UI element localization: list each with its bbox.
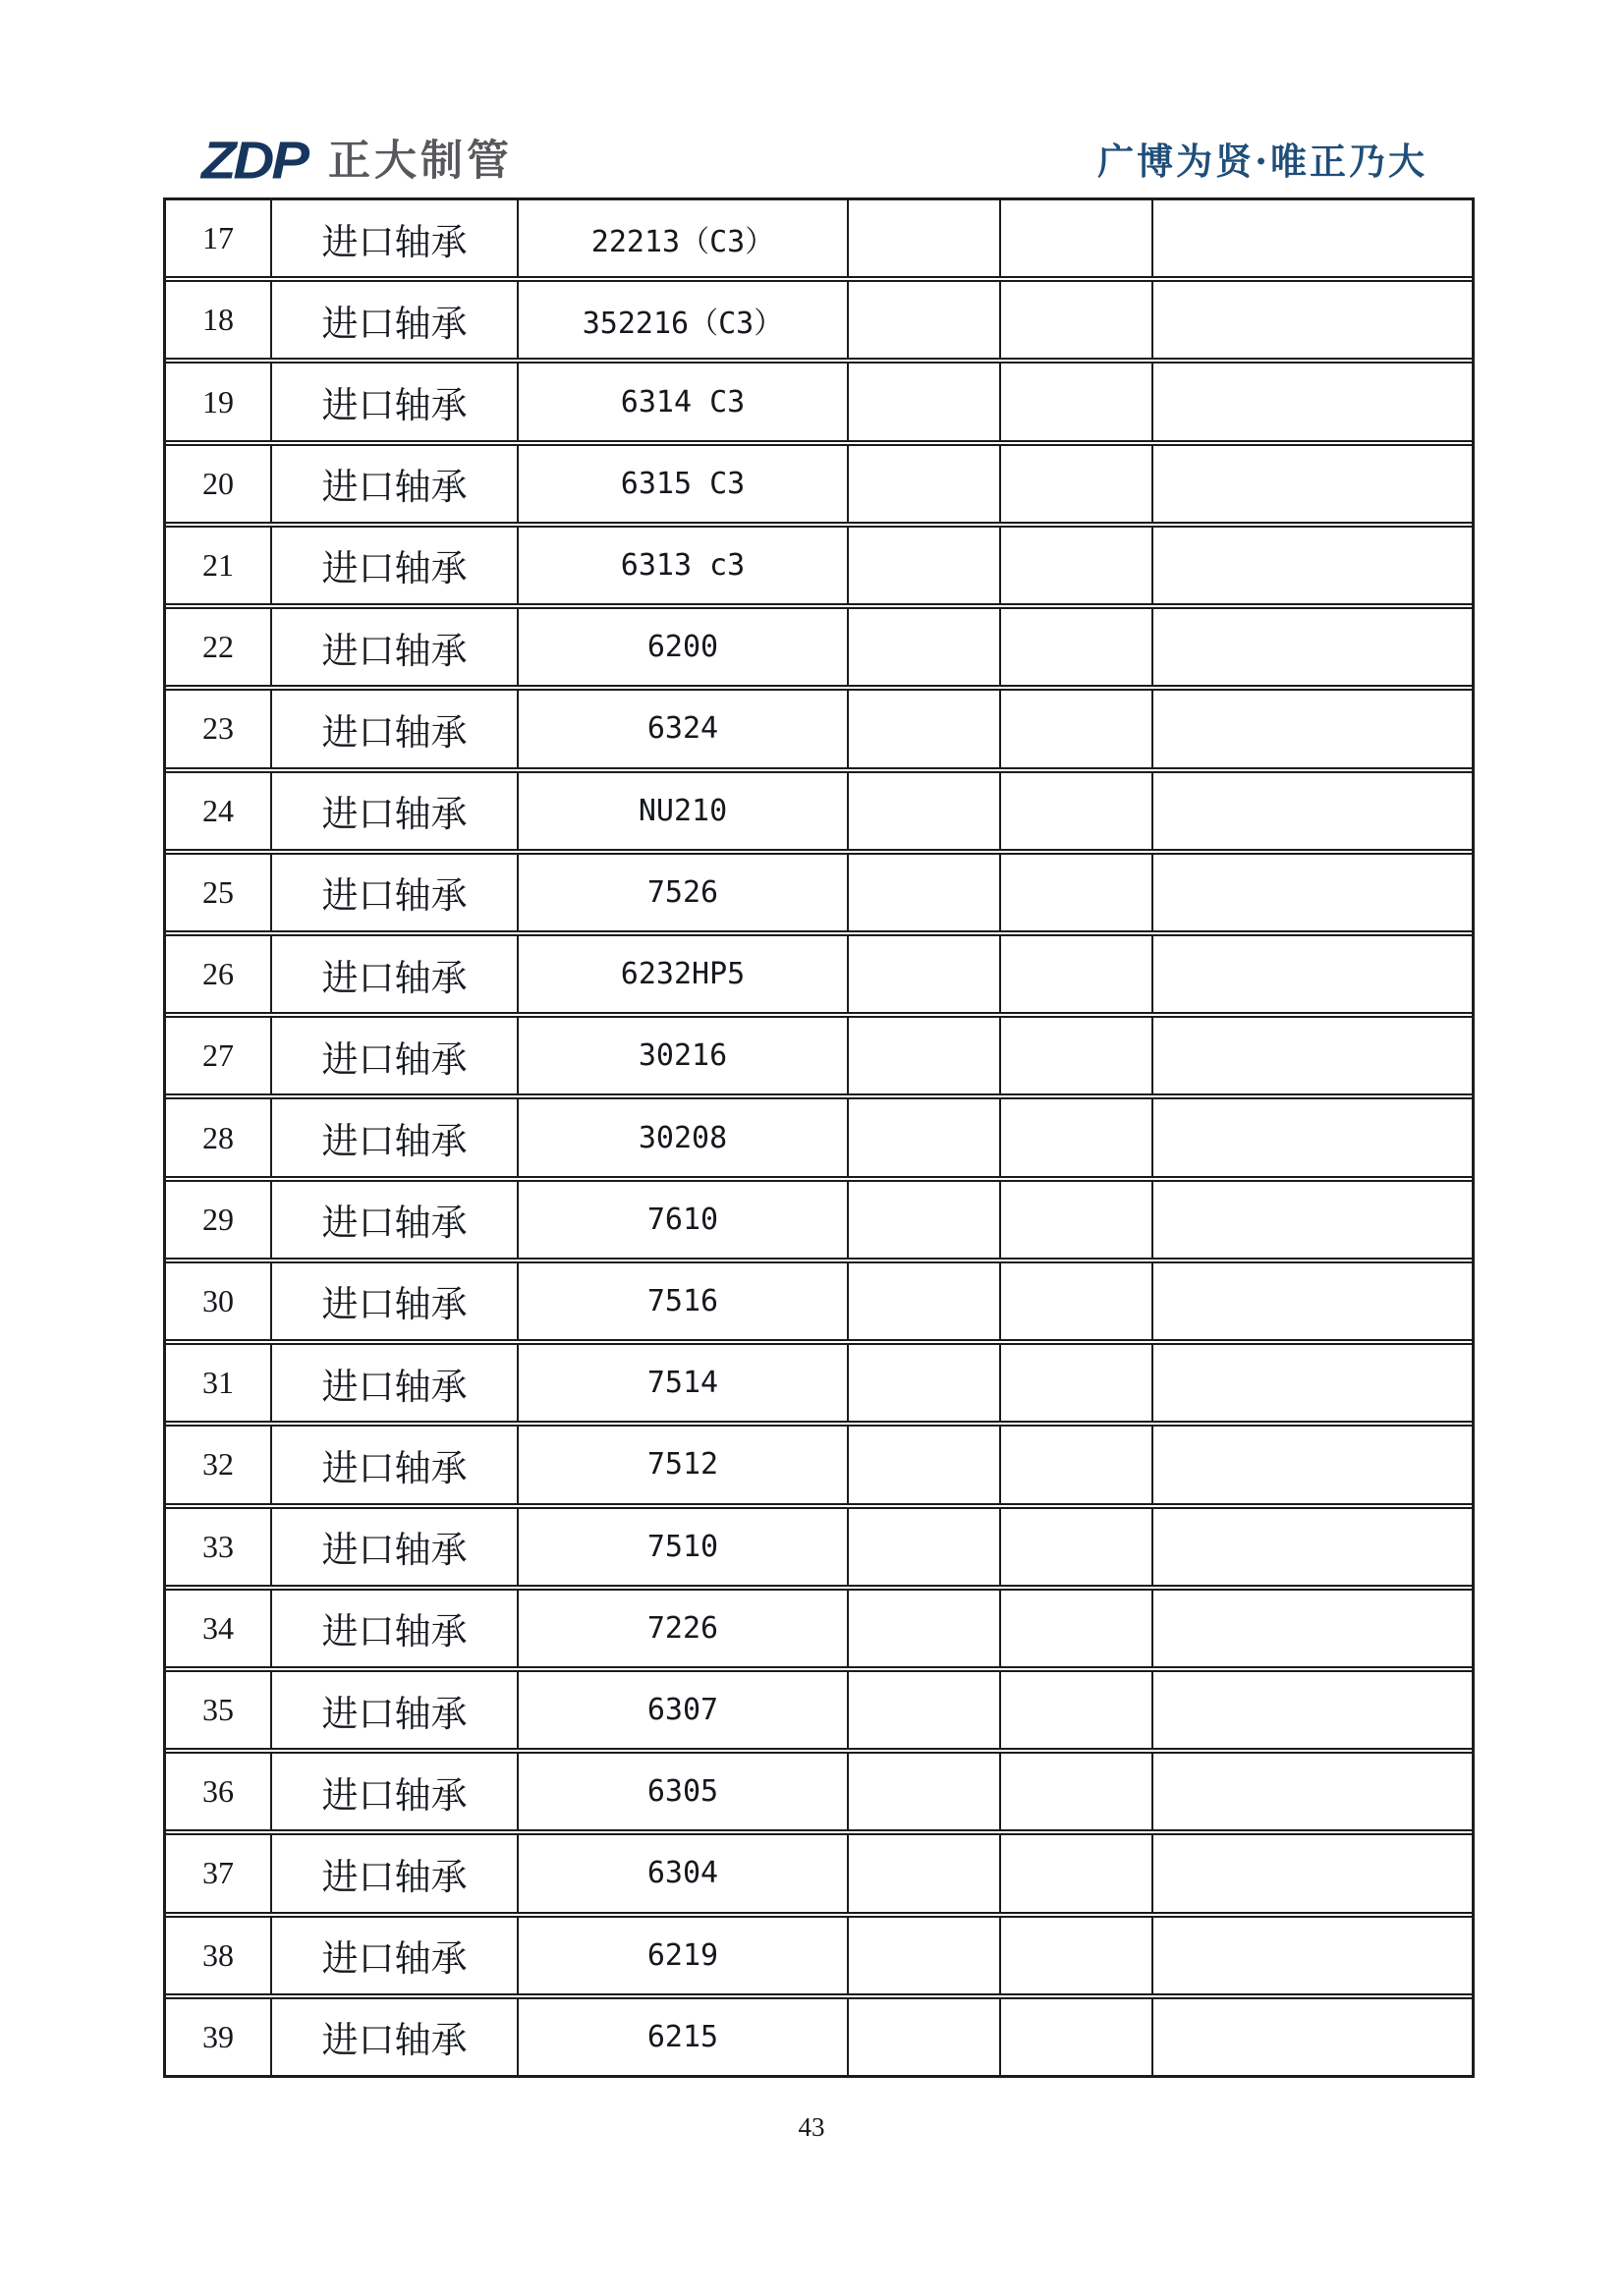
cell-empty-2 — [1001, 609, 1153, 685]
cell-empty-2 — [1001, 1672, 1153, 1748]
cell-model: 6324 — [519, 691, 849, 766]
cell-empty-3 — [1153, 609, 1472, 685]
table-row — [166, 1421, 1472, 1502]
cell-empty-2 — [1001, 1427, 1153, 1502]
cell-empty-3 — [1153, 1918, 1472, 1993]
cell-model: 7514 — [519, 1345, 849, 1421]
cell-model: NU210 — [519, 773, 849, 849]
cell-model: 30216 — [519, 1018, 849, 1093]
table-row — [166, 1176, 1472, 1258]
table-row — [166, 1012, 1472, 1093]
company-name: 正大制管 — [328, 136, 513, 186]
cell-row-number: 37 — [166, 1835, 272, 1911]
cell-category: 进口轴承 — [272, 1099, 519, 1175]
cell-empty-2 — [1001, 1754, 1153, 1829]
cell-model: 6314 C3 — [519, 364, 849, 439]
cell-empty-2 — [1001, 1345, 1153, 1421]
cell-empty-2 — [1001, 200, 1153, 276]
table-row — [166, 276, 1472, 358]
cell-row-number: 17 — [166, 200, 272, 276]
cell-category: 进口轴承 — [272, 528, 519, 603]
cell-empty-3 — [1153, 1835, 1472, 1911]
cell-empty-1 — [849, 1099, 1001, 1175]
cell-row-number: 24 — [166, 773, 272, 849]
cell-model: 6200 — [519, 609, 849, 685]
table-row — [166, 358, 1472, 439]
cell-empty-1 — [849, 200, 1001, 276]
cell-category: 进口轴承 — [272, 1182, 519, 1258]
table-row — [166, 1585, 1472, 1666]
cell-empty-3 — [1153, 200, 1472, 276]
cell-category: 进口轴承 — [272, 364, 519, 439]
cell-empty-2 — [1001, 1182, 1153, 1258]
cell-empty-1 — [849, 528, 1001, 603]
cell-category: 进口轴承 — [272, 1754, 519, 1829]
cell-empty-1 — [849, 446, 1001, 522]
cell-empty-1 — [849, 855, 1001, 930]
cell-row-number: 36 — [166, 1754, 272, 1829]
cell-empty-2 — [1001, 773, 1153, 849]
cell-row-number: 20 — [166, 446, 272, 522]
cell-model: 6307 — [519, 1672, 849, 1748]
cell-empty-1 — [849, 936, 1001, 1012]
cell-category: 进口轴承 — [272, 1918, 519, 1993]
cell-category: 进口轴承 — [272, 1018, 519, 1093]
cell-category: 进口轴承 — [272, 609, 519, 685]
cell-row-number: 19 — [166, 364, 272, 439]
cell-empty-2 — [1001, 364, 1153, 439]
cell-empty-1 — [849, 1918, 1001, 1993]
cell-row-number: 30 — [166, 1263, 272, 1339]
cell-empty-1 — [849, 1345, 1001, 1421]
cell-empty-1 — [849, 1672, 1001, 1748]
cell-model: 6232HP5 — [519, 936, 849, 1012]
cell-model: 6305 — [519, 1754, 849, 1829]
cell-row-number: 25 — [166, 855, 272, 930]
cell-empty-1 — [849, 1999, 1001, 2075]
cell-row-number: 29 — [166, 1182, 272, 1258]
cell-empty-3 — [1153, 1018, 1472, 1093]
cell-row-number: 23 — [166, 691, 272, 766]
cell-category: 进口轴承 — [272, 1509, 519, 1585]
table-row — [166, 522, 1472, 603]
table-row — [166, 440, 1472, 522]
table-row — [166, 930, 1472, 1012]
cell-row-number: 32 — [166, 1427, 272, 1502]
cell-empty-2 — [1001, 1591, 1153, 1666]
table-row — [166, 1093, 1472, 1175]
cell-model: 7226 — [519, 1591, 849, 1666]
cell-category: 进口轴承 — [272, 855, 519, 930]
cell-empty-3 — [1153, 773, 1472, 849]
table-row — [166, 1258, 1472, 1339]
cell-category: 进口轴承 — [272, 1263, 519, 1339]
cell-row-number: 38 — [166, 1918, 272, 1993]
cell-empty-1 — [849, 1018, 1001, 1093]
cell-empty-3 — [1153, 855, 1472, 930]
cell-model: 22213（C3） — [519, 200, 849, 276]
cell-empty-2 — [1001, 691, 1153, 766]
cell-model: 7610 — [519, 1182, 849, 1258]
zdp-logo-mark: ZDP — [201, 131, 307, 191]
cell-empty-2 — [1001, 936, 1153, 1012]
cell-category: 进口轴承 — [272, 1835, 519, 1911]
cell-row-number: 26 — [166, 936, 272, 1012]
cell-category: 进口轴承 — [272, 1672, 519, 1748]
cell-empty-1 — [849, 364, 1001, 439]
cell-model: 6304 — [519, 1835, 849, 1911]
cell-empty-1 — [849, 1263, 1001, 1339]
cell-empty-2 — [1001, 1099, 1153, 1175]
table-row — [166, 767, 1472, 849]
cell-empty-1 — [849, 691, 1001, 766]
cell-empty-2 — [1001, 1999, 1153, 2075]
cell-model: 7516 — [519, 1263, 849, 1339]
cell-model: 30208 — [519, 1099, 849, 1175]
cell-category: 进口轴承 — [272, 1999, 519, 2075]
cell-category: 进口轴承 — [272, 446, 519, 522]
cell-empty-2 — [1001, 1018, 1153, 1093]
table-row — [166, 1503, 1472, 1585]
cell-empty-3 — [1153, 528, 1472, 603]
cell-empty-3 — [1153, 1754, 1472, 1829]
cell-model: 7526 — [519, 855, 849, 930]
cell-empty-1 — [849, 1509, 1001, 1585]
cell-category: 进口轴承 — [272, 282, 519, 358]
cell-empty-1 — [849, 1835, 1001, 1911]
cell-model: 6219 — [519, 1918, 849, 1993]
cell-empty-1 — [849, 1182, 1001, 1258]
table-row — [166, 1993, 1472, 2075]
cell-empty-2 — [1001, 1263, 1153, 1339]
table-row — [166, 1339, 1472, 1421]
cell-row-number: 33 — [166, 1509, 272, 1585]
cell-empty-3 — [1153, 1672, 1472, 1748]
cell-empty-2 — [1001, 1835, 1153, 1911]
company-slogan: 广博为贤·唯正乃大 — [1097, 140, 1427, 183]
cell-category: 进口轴承 — [272, 691, 519, 766]
cell-row-number: 27 — [166, 1018, 272, 1093]
bearing-list-table — [163, 197, 1475, 2078]
cell-row-number: 18 — [166, 282, 272, 358]
cell-category: 进口轴承 — [272, 773, 519, 849]
table-row — [166, 1912, 1472, 1993]
cell-empty-2 — [1001, 855, 1153, 930]
cell-category: 进口轴承 — [272, 936, 519, 1012]
cell-category: 进口轴承 — [272, 1591, 519, 1666]
cell-empty-1 — [849, 1427, 1001, 1502]
cell-empty-3 — [1153, 936, 1472, 1012]
table-row — [166, 1748, 1472, 1829]
cell-empty-1 — [849, 773, 1001, 849]
cell-empty-3 — [1153, 1591, 1472, 1666]
cell-empty-1 — [849, 1591, 1001, 1666]
table-row — [166, 1666, 1472, 1748]
cell-model: 6313 c3 — [519, 528, 849, 603]
cell-model: 352216（C3） — [519, 282, 849, 358]
cell-empty-3 — [1153, 691, 1472, 766]
cell-row-number: 28 — [166, 1099, 272, 1175]
cell-row-number: 39 — [166, 1999, 272, 2075]
cell-empty-2 — [1001, 528, 1153, 603]
cell-empty-3 — [1153, 1099, 1472, 1175]
cell-row-number: 31 — [166, 1345, 272, 1421]
cell-empty-2 — [1001, 1918, 1153, 1993]
cell-row-number: 35 — [166, 1672, 272, 1748]
cell-model: 7510 — [519, 1509, 849, 1585]
cell-empty-3 — [1153, 282, 1472, 358]
cell-row-number: 21 — [166, 528, 272, 603]
cell-empty-2 — [1001, 1509, 1153, 1585]
cell-empty-3 — [1153, 1427, 1472, 1502]
cell-category: 进口轴承 — [272, 200, 519, 276]
cell-empty-3 — [1153, 364, 1472, 439]
cell-row-number: 22 — [166, 609, 272, 685]
cell-empty-1 — [849, 609, 1001, 685]
cell-row-number: 34 — [166, 1591, 272, 1666]
cell-empty-1 — [849, 282, 1001, 358]
cell-category: 进口轴承 — [272, 1345, 519, 1421]
cell-empty-3 — [1153, 1182, 1472, 1258]
cell-empty-3 — [1153, 1263, 1472, 1339]
page-number: 43 — [798, 2112, 825, 2142]
cell-empty-3 — [1153, 1345, 1472, 1421]
table-row — [166, 1829, 1472, 1911]
table-row — [166, 849, 1472, 930]
cell-model: 6215 — [519, 1999, 849, 2075]
cell-category: 进口轴承 — [272, 1427, 519, 1502]
cell-empty-2 — [1001, 446, 1153, 522]
table-row — [166, 685, 1472, 766]
company-logo — [201, 131, 513, 191]
cell-model: 6315 C3 — [519, 446, 849, 522]
cell-empty-3 — [1153, 1999, 1472, 2075]
cell-empty-3 — [1153, 1509, 1472, 1585]
table-row — [166, 603, 1472, 685]
cell-empty-3 — [1153, 446, 1472, 522]
cell-model: 7512 — [519, 1427, 849, 1502]
table-row — [166, 200, 1472, 276]
cell-empty-2 — [1001, 282, 1153, 358]
cell-empty-1 — [849, 1754, 1001, 1829]
